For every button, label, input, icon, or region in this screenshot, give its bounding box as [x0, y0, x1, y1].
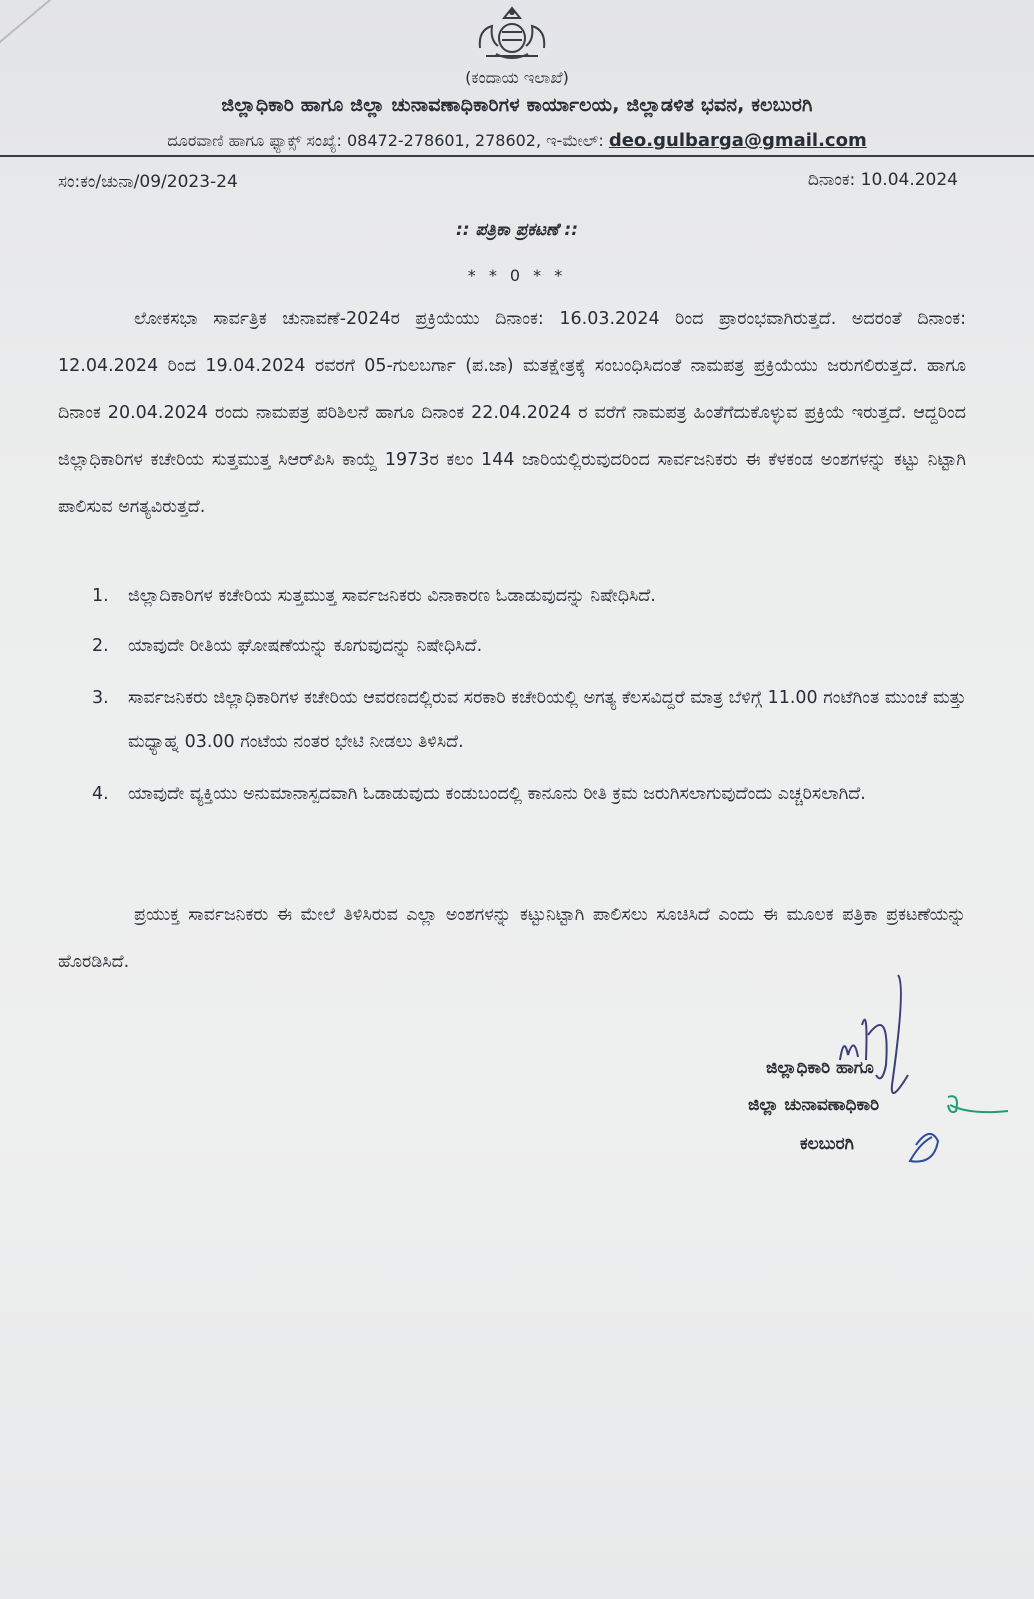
list-item	[58, 676, 966, 764]
list-item	[58, 772, 966, 816]
contact-email-link[interactable]: deo.gulbarga@gmail.com	[608, 130, 867, 151]
closing-paragraph: ಪ್ರಯುಕ್ತ ಸಾರ್ವಜನಿಕರು ಈ ಮೇಲೆ ತಿಳಿಸಿರುವ ಎಲ್ಲಾ ಅಂಶಗಳನ್ನು ಕಟ್ಟುನಿಟ್ಟಾಗಿ ಪಾಲಿಸಲು ಸೂಚಿಸಿದೆ ಎಂದು ಈ ಮೂಲಕ ಪತ್ರಿಕಾ ಪ್ರಕಟಣೆಯನ್ನು ಹೊರಡಿಸಿದೆ.	[58, 905, 966, 972]
list-item-number: 1.	[92, 586, 109, 606]
signature-line-3: ಕಲಬುರಗಿ	[800, 1134, 854, 1154]
intro-paragraph: ಲೋಕಸಭಾ ಸಾರ್ವತ್ರಿಕ ಚುನಾವಣೆ-2024ರ ಪ್ರಕ್ರಿಯೆಯು ದಿನಾಂಕ: 16.03.2024 ರಿಂದ ಪ್ರಾರಂಭವಾಗಿರುತ್ತದೆ. ಅದರಂತೆ ದಿನಾಂಕ: 12.04.2024 ರಿಂದ 19.04.2024 ರವರಗೆ 05-ಗುಲಬರ್ಗಾ (ಪ.ಜಾ) ಮತಕ್ಷೇತ್ರಕ್ಕೆ ಸಂಬಂಧಿಸಿದಂತೆ ನಾಮಪತ್ರ ಪ್ರಕ್ರಿಯೆಯು ಜರುಗಲಿರುತ್ತದೆ. ಹಾಗೂ ದಿನಾಂಕ 20.04.2024 ರಂದು ನಾಮಪತ್ರ ಪರಿಶಿಲನೆ ಹಾಗೂ ದಿನಾಂಕ 22.04.2024 ರ ವರೆಗೆ ನಾಮಪತ್ರ ಹಿಂತೆಗೆದುಕೊಳ್ಳುವ ಪ್ರಕ್ರಿಯೆ ಇರುತ್ತದೆ. ಆದ್ದರಿಂದ ಜಿಲ್ಲಾಧಿಕಾರಿಗಳ ಕಚೇರಿಯ ಸುತ್ತಮುತ್ತ ಸಿಆರ್‌ಪಿಸಿ ಕಾಯ್ದೆ 1973ರ ಕಲಂ 144 ಜಾರಿಯಲ್ಲಿರುವುದರಿಂದ ಸಾರ್ವಜನಿಕರು ಈ ಕೆಳಕಂಡ ಅಂಶಗಳನ್ನು ಕಟ್ಟು ನಿಟ್ಟಾಗಿ ಪಾಲಿಸುವ ಅಗತ್ಯವಿರುತ್ತದೆ.	[58, 309, 966, 517]
reference-number: ಸಂ:ಕಂ/ಚುನಾ/09/2023-24	[58, 172, 238, 192]
points-list	[58, 574, 966, 816]
list-item-text: ಸಾರ್ವಜನಿಕರು ಜಿಲ್ಲಾಧಿಕಾರಿಗಳ ಕಚೇರಿಯ ಆವರಣದಲ್ಲಿರುವ ಸರಕಾರಿ ಕಚೇರಿಯಲ್ಲಿ ಅಗತ್ಯ ಕೆಲಸವಿದ್ದರೆ ಮಾತ್ರ ಬೆಳಿಗ್ಗೆ 11.00 ಗಂಟೆಗಿಂತ ಮುಂಚೆ ಮತ್ತು ಮಧ್ಯಾಹ್ನ 03.00 ಗಂಟೆಯ ನಂತರ ಭೇಟಿ ನೀಡಲು ತಿಳಿಸಿದೆ.	[128, 688, 966, 752]
list-item	[58, 624, 966, 668]
list-item-text: ಜಿಲ್ಲಾದಿಕಾರಿಗಳ ಕಚೇರಿಯ ಸುತ್ತಮುತ್ತ ಸಾರ್ವಜನಿಕರು ವಿನಾಕಾರಣ ಓಡಾಡುವುದನ್ನು ನಿಷೇಧಿಸಿದೆ.	[128, 586, 656, 606]
signature-line-2: ಜಿಲ್ಲಾ ಚುನಾವಣಾಧಿಕಾರಿ	[748, 1095, 880, 1115]
signature-line-1: ಜಿಲ್ಲಾಧಿಕಾರಿ ಹಾಗೂ	[766, 1058, 874, 1078]
office-name: ಜಿಲ್ಲಾಧಿಕಾರಿ ಹಾಗೂ ಜಿಲ್ಲಾ ಚುನಾವಣಾಧಿಕಾರಿಗಳ ಕಾರ್ಯಾಲಯ, ಜಿಲ್ಲಾಡಳಿತ ಭವನ, ಕಲಬುರಗಿ	[221, 94, 813, 116]
list-item-text: ಯಾವುದೇ ವ್ಯಕ್ತಿಯು ಅನುಮಾನಾಸ್ಪದವಾಗಿ ಓಡಾಡುವುದು ಕಂಡುಬಂದಲ್ಲಿ ಕಾನೂನು ರೀತಿ ಕ್ರಮ ಜರುಗಿಸಲಾಗುವುದೆಂದು ಎಚ್ಚರಿಸಲಾಗಿದೆ.	[128, 784, 866, 804]
contact-line	[0, 130, 1034, 151]
title-separator: * * 0 * *	[467, 266, 567, 285]
document-date: ದಿನಾಂಕ: 10.04.2024	[807, 170, 958, 190]
list-item-number: 2.	[92, 636, 109, 656]
list-item-number: 4.	[92, 784, 109, 804]
state-emblem-icon	[466, 4, 558, 64]
header-divider	[0, 155, 1034, 157]
paper-fold-mark	[0, 0, 68, 57]
list-item	[58, 574, 966, 618]
list-item-number: 3.	[92, 688, 109, 708]
list-item-text: ಯಾವುದೇ ರೀತಿಯ ಘೋಷಣೆಯನ್ನು ಕೂಗುವುದನ್ನು ನಿಷೇಧಿಸಿದೆ.	[128, 636, 483, 656]
department-label: (ಕಂದಾಯ ಇಲಾಖೆ)	[465, 68, 569, 87]
contact-phone-fax: ದೂರವಾಣಿ ಹಾಗೂ ಫ್ಯಾಕ್ಸ್ ಸಂಖ್ಯೆ: 08472-278601, 278602, ಇ-ಮೇಲ್:	[167, 131, 604, 150]
press-release-title: :: ಪತ್ರಿಕಾ ಪ್ರಕಟಣೆ ::	[456, 220, 578, 240]
